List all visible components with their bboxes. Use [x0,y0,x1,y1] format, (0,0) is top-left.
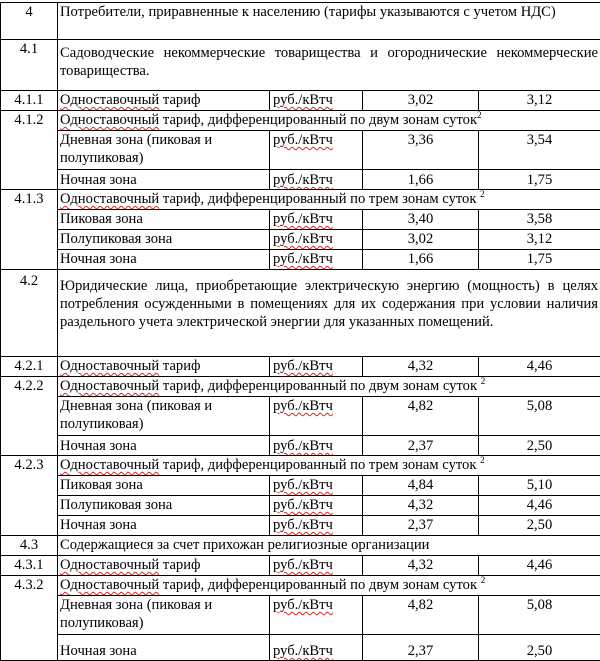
tariff-group-title [58,456,600,476]
tariff-name-rest: тариф [159,92,201,108]
tariff-group-title [58,377,600,397]
zone-label: Полупиковая зона [58,230,270,250]
value-period-2: 4,46 [479,496,600,516]
value-period-1: 4,82 [363,397,479,436]
table-row-4-1-3 [1,190,600,210]
zone-label: Ночная зона [58,516,270,536]
value-period-2: 1,75 [479,170,600,190]
value-period-2: 3,12 [479,230,600,250]
tariff-name [58,357,270,377]
section-title: Садоводческие некоммерческие товарищества и огороднические некоммерческие товарищества. [58,40,600,91]
table-row-4-2 [1,270,600,357]
unit-text: руб./кВтч [273,398,333,414]
value-period-1: 4,84 [363,476,479,496]
table-row [1,596,600,635]
table-row-4 [1,3,600,40]
value-period-2: 2,50 [479,436,600,456]
value-period-2: 4,46 [479,357,600,377]
tariff-name-rest: тариф [159,557,201,573]
table-row-4-2-2 [1,377,600,397]
table-row [1,397,600,436]
table-row [1,131,600,170]
unit-cell [270,635,363,661]
unit-text: руб./кВтч [273,477,333,493]
unit-cell [270,250,363,270]
row-number: 4.1.3 [1,190,58,270]
unit-cell [270,131,363,170]
unit-cell [270,210,363,230]
table-row-4-1-2 [1,111,600,131]
table-row-4-2-3 [1,456,600,476]
row-number: 4.2 [1,270,58,357]
row-number: 4.3.2 [1,576,58,661]
table-row [1,210,600,230]
value-period-1: 3,02 [363,91,479,111]
unit-text: руб./кВтч [273,211,333,227]
row-number: 4.1.1 [1,91,58,111]
footnote-mark: 2 [480,455,485,465]
tariff-name-rest: тариф, дифференцированный по двум зонам суток [159,577,481,593]
zone-label: Ночная зона [58,436,270,456]
table-row-4-3-2 [1,576,600,596]
value-period-1: 1,66 [363,170,479,190]
zone-label: Ночная зона [58,170,270,190]
tariff-name-rest: тариф, дифференцированный по трем зонам суток [159,191,481,207]
value-period-1: 2,37 [363,516,479,536]
unit-cell [270,230,363,250]
tariff-name-rest: тариф, дифференцированный по двум зонам суток [159,378,481,394]
tariff-name-prefix: Одноставочный [60,378,160,394]
unit-text: руб./кВтч [273,172,333,188]
value-period-2: 3,54 [479,131,600,170]
value-period-2: 2,50 [479,635,600,661]
zone-label: Дневная зона (пиковая и полупиковая) [58,596,270,635]
table-row [1,230,600,250]
value-period-2: 5,10 [479,476,600,496]
tariff-table [0,2,600,661]
table-row [1,635,600,661]
unit-text: руб./кВтч [273,358,333,374]
tariff-name-prefix: Одноставочный [60,457,160,473]
row-number: 4.3 [1,536,58,556]
table-row-4-1-1 [1,91,600,111]
unit-text: руб./кВтч [273,132,333,148]
value-period-1: 3,40 [363,210,479,230]
value-period-1: 4,32 [363,556,479,576]
footnote-mark: 2 [480,575,486,585]
tariff-group-title [58,111,600,131]
footnote-mark: 2 [477,110,482,120]
table-row [1,170,600,190]
tariff-name-prefix: Одноставочный [60,577,160,593]
unit-cell [270,596,363,635]
section-title: Юридические лица, приобретающие электрическую энергию (мощность) в целях потребления осужденными в помещениях для их содержания при условии наличия раздельного учета электрической энергии для указанных помещений. [58,270,600,357]
unit-cell [270,357,363,377]
unit-text: руб./кВтч [273,597,333,613]
unit-cell [270,556,363,576]
value-period-1: 3,02 [363,230,479,250]
unit-text: руб./кВтч [273,438,333,454]
section-title: Потребители, приравненные к населению (тарифы указываются с учетом НДС) [58,3,600,40]
tariff-name-prefix: Одноставочный [60,358,160,374]
unit-text: руб./кВтч [273,643,333,659]
tariff-name-rest: тариф, дифференцированный по трем зонам суток [159,457,481,473]
footnote-mark: 2 [480,189,485,199]
row-number: 4.1.2 [1,111,58,190]
tariff-group-title [58,190,600,210]
zone-label: Дневная зона (пиковая и полупиковая) [58,131,270,170]
zone-label: Дневная зона (пиковая и полупиковая) [58,397,270,436]
row-number: 4.1 [1,40,58,91]
value-period-2: 3,12 [479,91,600,111]
table-row-4-2-1 [1,357,600,377]
unit-text: руб./кВтч [273,517,333,533]
table-row [1,250,600,270]
tariff-group-title [58,576,600,596]
tariff-name [58,556,270,576]
row-number: 4.3.1 [1,556,58,576]
value-period-1: 4,32 [363,357,479,377]
tariff-name-prefix: Одноставочный [60,557,160,573]
table-row-4-1 [1,40,600,91]
value-period-2: 1,75 [479,250,600,270]
value-period-2: 5,08 [479,596,600,635]
unit-text: руб./кВтч [273,251,333,267]
tariff-name [58,91,270,111]
table-row [1,496,600,516]
table-row [1,436,600,456]
zone-label: Полупиковая зона [58,496,270,516]
section-title: Содержащиеся за счет прихожан религиозные организации [58,536,600,556]
table-row [1,516,600,536]
table-row-4-3 [1,536,600,556]
value-period-2: 4,46 [479,556,600,576]
value-period-1: 3,36 [363,131,479,170]
unit-cell [270,91,363,111]
tariff-name-prefix: Одноставочный [60,112,160,128]
unit-text: руб./кВтч [273,557,333,573]
unit-cell [270,397,363,436]
row-number: 4.2.2 [1,377,58,456]
value-period-2: 5,08 [479,397,600,436]
tariff-name-prefix: Одноставочный [60,191,160,207]
value-period-1: 2,37 [363,635,479,661]
table-row [1,476,600,496]
zone-label: Пиковая зона [58,476,270,496]
row-number: 4 [1,3,58,40]
unit-text: руб./кВтч [273,497,333,513]
zone-label: Пиковая зона [58,210,270,230]
value-period-1: 4,32 [363,496,479,516]
value-period-1: 2,37 [363,436,479,456]
value-period-1: 1,66 [363,250,479,270]
unit-cell [270,436,363,456]
row-number: 4.2.1 [1,357,58,377]
unit-cell [270,476,363,496]
unit-cell [270,170,363,190]
tariff-name-rest: тариф [159,358,201,374]
unit-cell [270,516,363,536]
unit-cell [270,496,363,516]
tariff-name-rest: тариф, дифференцированный по двум зонам суток [159,112,478,128]
value-period-1: 4,82 [363,596,479,635]
table-row-4-3-1 [1,556,600,576]
row-number: 4.2.3 [1,456,58,536]
zone-label: Ночная зона [58,250,270,270]
unit-text: руб./кВтч [273,231,333,247]
zone-label: Ночная зона [58,635,270,661]
tariff-name-prefix: Одноставочный [60,92,160,108]
unit-text: руб./кВтч [273,92,333,108]
value-period-2: 2,50 [479,516,600,536]
footnote-mark: 2 [480,376,486,386]
value-period-2: 3,58 [479,210,600,230]
